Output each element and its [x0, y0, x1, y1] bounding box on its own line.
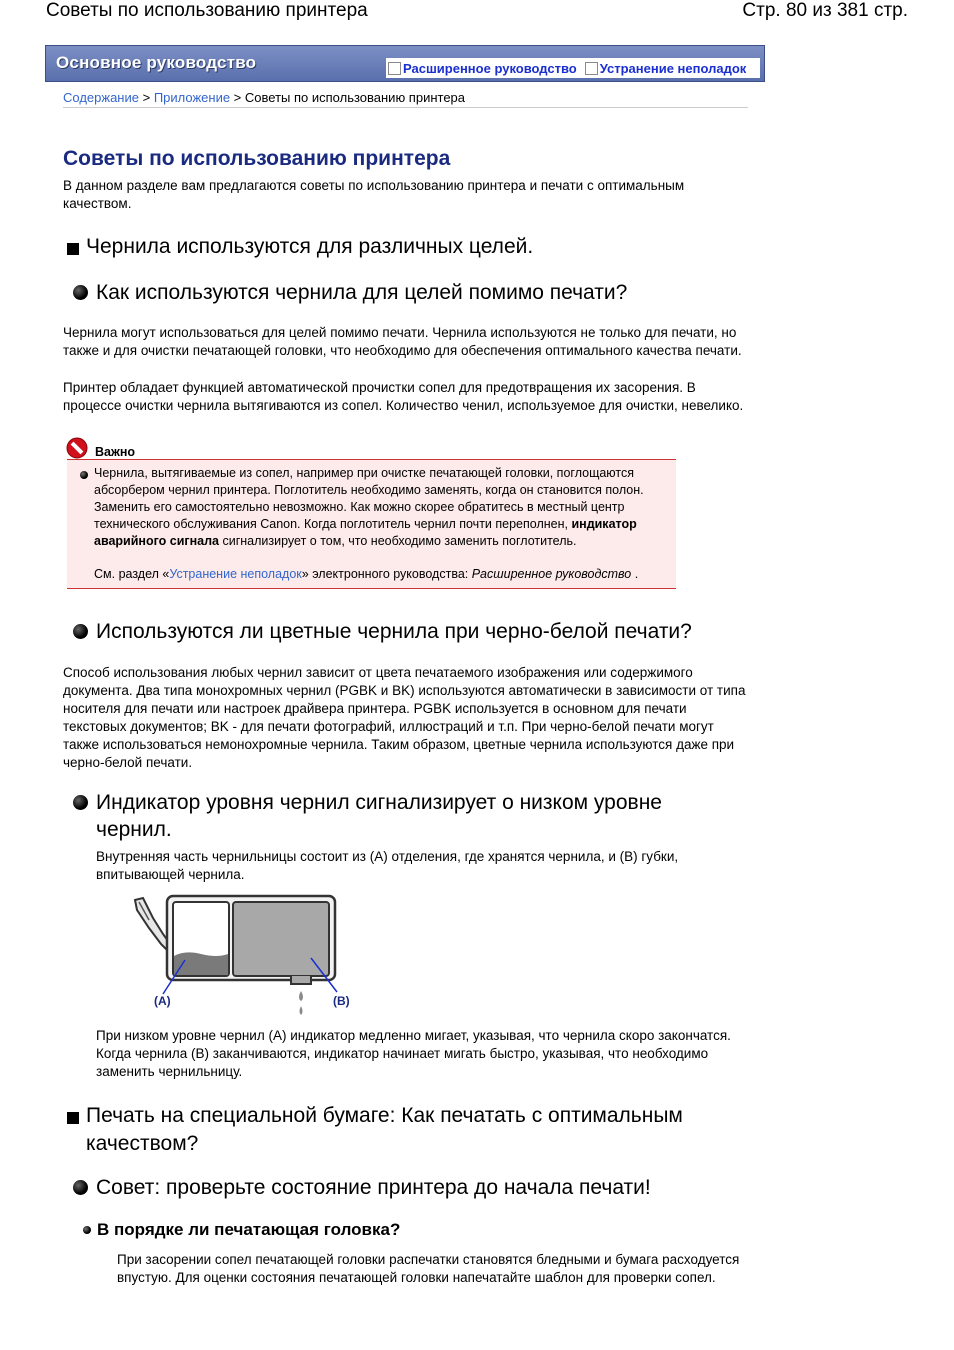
square-bullet-icon	[67, 243, 79, 255]
breadcrumb-divider	[63, 107, 748, 108]
paragraph: Способ использования любых чернил зависит от цвета печатаемого изображения или содержимого документа. Два типа монохромных чернил (PGBK и BK) используются автоматически в зависимости от типа носителя для печати или настроек драйвера принтера. PGBK используется в основном для печати текстовых документов; BK - для печати фотографий, иллюстраций и т.п. При черно-белой печати могут также использоваться немонохромные чернила. Таким образом, цветные чернила используются даже при черно-белой печати.	[63, 665, 746, 770]
round-bullet-icon	[80, 471, 88, 479]
breadcrumb-contents-link[interactable]: Содержание	[63, 90, 139, 105]
round-bullet-icon	[73, 795, 88, 810]
troubleshooting-inline-link[interactable]: Устранение неполадок	[169, 567, 302, 581]
troubleshooting-link[interactable]	[585, 61, 747, 76]
see-also-text: » электронного руководства:	[301, 567, 472, 581]
square-icon	[388, 62, 401, 75]
troubleshooting-link-label: Устранение неполадок	[599, 60, 747, 76]
section-heading	[67, 1102, 747, 1158]
important-text-part: Чернила, вытягиваемые из сопел, например при очистке печатающей головки, поглощаются абсорбером чернил принтера. Поглотитель необходимо заменять, когда он становится полон. Заменить его самостоятельно невозможно. Как можно скорее обратитесь в местный центр технического обслуживания Canon. Когда поглотитель чернил почти переполнен,	[94, 466, 644, 531]
question-heading-text: Индикатор уровня чернил сигнализирует о низком уровне чернил.	[96, 791, 662, 841]
label-a: (A)	[154, 994, 171, 1008]
section-heading	[67, 233, 747, 261]
important-label: Важно	[95, 445, 136, 459]
breadcrumb-current: Советы по использованию принтера	[244, 90, 466, 105]
manual-banner	[45, 45, 765, 82]
section-heading-text: Печать на специальной бумаге: Как печатать с оптимальным качеством?	[86, 1104, 683, 1155]
question-heading	[73, 279, 753, 306]
label-b: (B)	[333, 994, 350, 1008]
tip-heading	[73, 1174, 753, 1201]
alarm-indicator-term: индикатор аварийного сигнала	[94, 517, 637, 548]
tip-heading-text: Совет: проверьте состояние принтера до начала печати!	[96, 1176, 651, 1199]
round-bullet-icon	[73, 624, 88, 639]
breadcrumb	[63, 90, 465, 105]
see-also-text: См. раздел «	[94, 567, 170, 581]
page-counter: Стр. 80 из 381 стр.	[742, 0, 908, 21]
round-bullet-icon	[83, 1226, 91, 1234]
prohibited-icon	[66, 437, 88, 459]
advanced-guide-reference: Расширенное руководство	[471, 567, 632, 581]
paragraph: Чернила могут использоваться для целей помимо печати. Чернила используются не только для печати, но также и для очистки печатающей головки, что необходимо для обеспечения оптимального качества печати.	[63, 325, 742, 358]
question-heading-text: Используются ли цветные чернила при черно-белой печати?	[96, 620, 692, 643]
page-header-title: Советы по использованию принтера	[46, 0, 368, 21]
important-text-part: сигнализирует о том, что необходимо заменить поглотитель.	[222, 534, 577, 548]
advanced-guide-link[interactable]	[388, 61, 577, 76]
paragraph: Внутренняя часть чернильницы состоит из (A) отделения, где хранятся чернила, и (B) губки, впитывающей чернила.	[96, 849, 679, 882]
question-heading	[73, 789, 733, 843]
advanced-guide-link-label: Расширенное руководство	[403, 60, 577, 76]
page-title: Советы по использованию принтера	[63, 147, 451, 170]
question-heading	[73, 618, 753, 645]
important-note	[67, 459, 676, 589]
sub-question-heading-text: В порядке ли печатающая головка?	[97, 1220, 401, 1239]
round-bullet-icon	[73, 1180, 88, 1195]
paragraph: При засорении сопел печатающей головки распечатки становятся бледными и бумага расходуется впустую. Для оценки состояния печатающей головки напечатайте шаблон для проверки сопел.	[117, 1252, 740, 1285]
breadcrumb-separator: >	[138, 90, 154, 105]
breadcrumb-separator: >	[230, 90, 245, 105]
important-text	[94, 465, 664, 550]
question-heading-text: Как используются чернила для целей помимо печати?	[96, 281, 628, 304]
intro-text: В данном разделе вам предлагаются советы по использованию принтера и печати с оптимальным качеством.	[63, 178, 685, 211]
see-also-text: .	[631, 567, 639, 581]
paragraph: Принтер обладает функцией автоматической прочистки сопел для предотвращения их засорения. В процессе очистки чернила вытягиваются из сопел. Количество ченил, используемое для очистки, невелико.	[63, 380, 744, 413]
see-also-line	[94, 566, 674, 583]
paragraph: При низком уровне чернил (A) индикатор медленно мигает, указывая, что чернила скоро закончатся. Когда чернила (B) заканчиваются, индикатор начинает мигать быстро, указывая, что необходимо заменить чернильницу.	[96, 1028, 731, 1079]
section-heading-text: Чернила используются для различных целей.	[86, 235, 534, 258]
square-icon	[585, 62, 598, 75]
round-bullet-icon	[73, 285, 88, 300]
breadcrumb-appendix-link[interactable]: Приложение	[153, 90, 231, 105]
banner-title: Основное руководство	[56, 53, 257, 72]
square-bullet-icon	[67, 1112, 79, 1124]
banner-links	[386, 58, 760, 78]
sub-question-heading	[83, 1220, 400, 1240]
